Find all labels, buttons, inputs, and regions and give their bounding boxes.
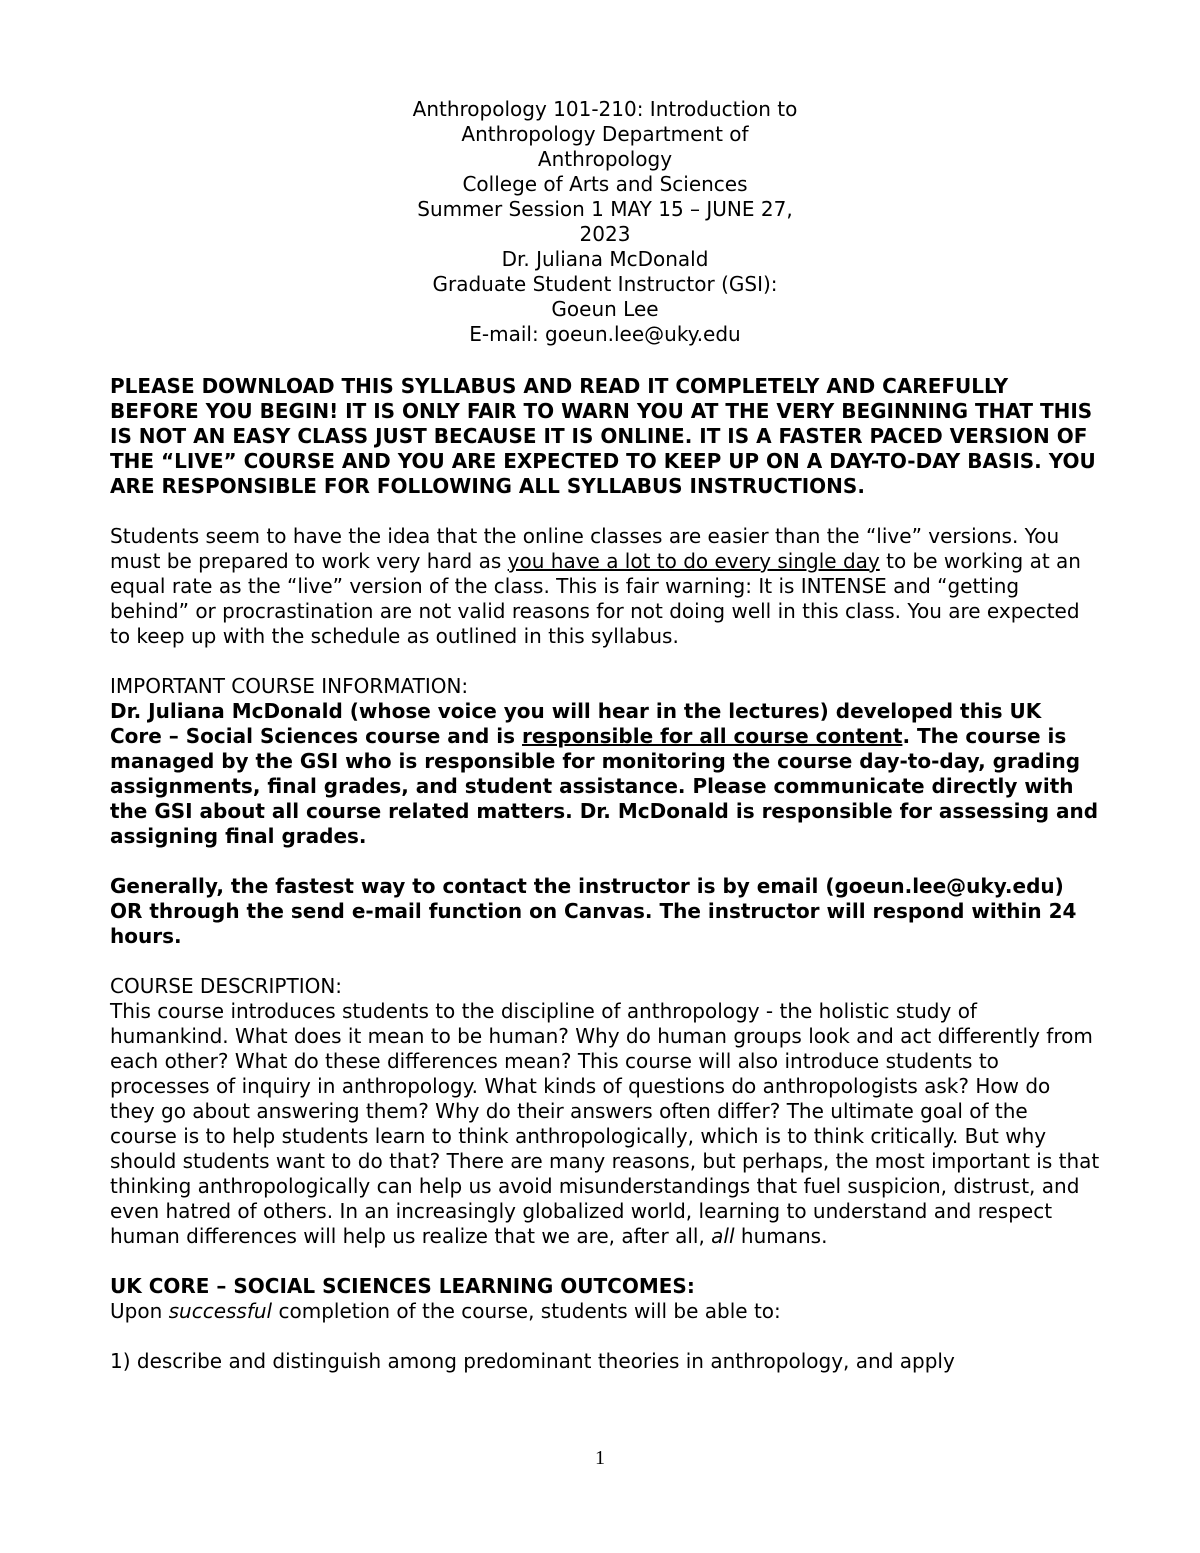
intro-text: Students seem to have the idea that the online classes are easier than the “live” versions. You must be prepared to work very hard as xyxy=(110,524,1060,573)
description-heading: COURSE DESCRIPTION: xyxy=(110,974,343,998)
course-title: Anthropology 101-210: Introduction to xyxy=(412,97,798,121)
session-year: 2023 xyxy=(579,222,631,246)
important-text: Dr. Juliana McDonald (whose voice you will hear in the lectures) developed this UK Core – Social Sciences course and is xyxy=(110,699,1042,748)
outcomes-intro: Upon xyxy=(110,1299,169,1323)
warning-paragraph: PLEASE DOWNLOAD THIS SYLLABUS AND READ IT COMPLETELY AND CAREFULLY BEFORE YOU BEGIN! IT IS ONLY FAIR TO WARN YOU AT THE VERY BEGINNING THAT THIS IS NOT AN EASY CLASS JUST BECAUSE IT IS ONLINE. IT IS A FASTER PACED VERSION OF THE “LIVE” COURSE AND YOU ARE EXPECTED TO KEEP UP ON A DAY-TO-DAY BASIS. YOU ARE RESPONSIBLE FOR FOLLOWING ALL SYLLABUS INSTRUCTIONS. xyxy=(110,374,1096,498)
intro-paragraph xyxy=(110,524,1100,649)
department-line: Anthropology Department of xyxy=(461,122,749,146)
intro-text-cont: to be working at an equal rate as the “live” version of the class. This is fair warning: It is INTENSE and “getting behind” or procrastination are not valid reasons for not doing well in this class. You are expected to keep up with the schedule as outlined in this syllabus. xyxy=(110,549,1081,648)
department-line-cont: Anthropology xyxy=(537,147,673,171)
college-line: College of Arts and Sciences xyxy=(462,172,748,196)
outcomes-section xyxy=(110,1274,1100,1324)
important-underlined-text: responsible for all course content xyxy=(522,724,903,748)
contact-paragraph: Generally, the fastest way to contact the instructor is by email (goeun.lee@uky.edu) OR through the send e-mail function on Canvas. The instructor will respond within 24 hours. xyxy=(110,874,1077,948)
outcomes-heading: UK CORE – SOCIAL SCIENCES LEARNING OUTCOMES: xyxy=(110,1274,695,1298)
description-section xyxy=(110,974,1100,1249)
description-italic-word: all xyxy=(711,1224,735,1248)
description-body: This course introduces students to the discipline of anthropology - the holistic study of humankind. What does it mean to be human? Why do human groups look and act differently from each other? What do these differences mean? This course will also introduce students to processes of inquiry in anthropology. What kinds of questions do anthropologists ask? How do they go about answering them? Why do their answers often differ? The ultimate goal of the course is to help students learn to think anthropologically, which is to think critically. But why should students want to do that? There are many reasons, but perhaps, the most important is that thinking anthropologically can help us avoid misunderstandings that fuel suspicion, distrust, and even hatred of others. In an increasingly globalized world, learning to understand and respect human differences will help us realize that we are, after all, xyxy=(110,999,1100,1248)
outcomes-intro-italic: successful xyxy=(168,1299,273,1323)
important-section xyxy=(110,674,1100,849)
gsi-label: Graduate Student Instructor (GSI): xyxy=(432,272,778,296)
outcome-item-1: 1) describe and distinguish among predominant theories in anthropology, and apply xyxy=(110,1349,955,1373)
description-end: humans. xyxy=(734,1224,828,1248)
professor-name: Dr. Juliana McDonald xyxy=(501,247,709,271)
gsi-name: Goeun Lee xyxy=(551,297,659,321)
important-heading: IMPORTANT COURSE INFORMATION: xyxy=(110,674,469,698)
outcomes-intro-cont: completion of the course, students will be able to: xyxy=(272,1299,781,1323)
intro-underlined-text: you have a lot to do every single day xyxy=(507,549,880,573)
session-dates: Summer Session 1 MAY 15 – JUNE 27, xyxy=(417,197,793,221)
page-number: 1 xyxy=(595,1447,605,1469)
gsi-email: E-mail: goeun.lee@uky.edu xyxy=(469,322,741,346)
important-text-cont: . The course is managed by the GSI who is responsible for monitoring the course day-to-day, grading assignments, final grades, and student assistance. Please communicate directly with the GSI about all course related matters. Dr. McDonald is responsible for assessing and assigning final grades. xyxy=(110,724,1099,848)
document-body xyxy=(110,97,1100,1374)
syllabus-header xyxy=(110,97,1100,347)
